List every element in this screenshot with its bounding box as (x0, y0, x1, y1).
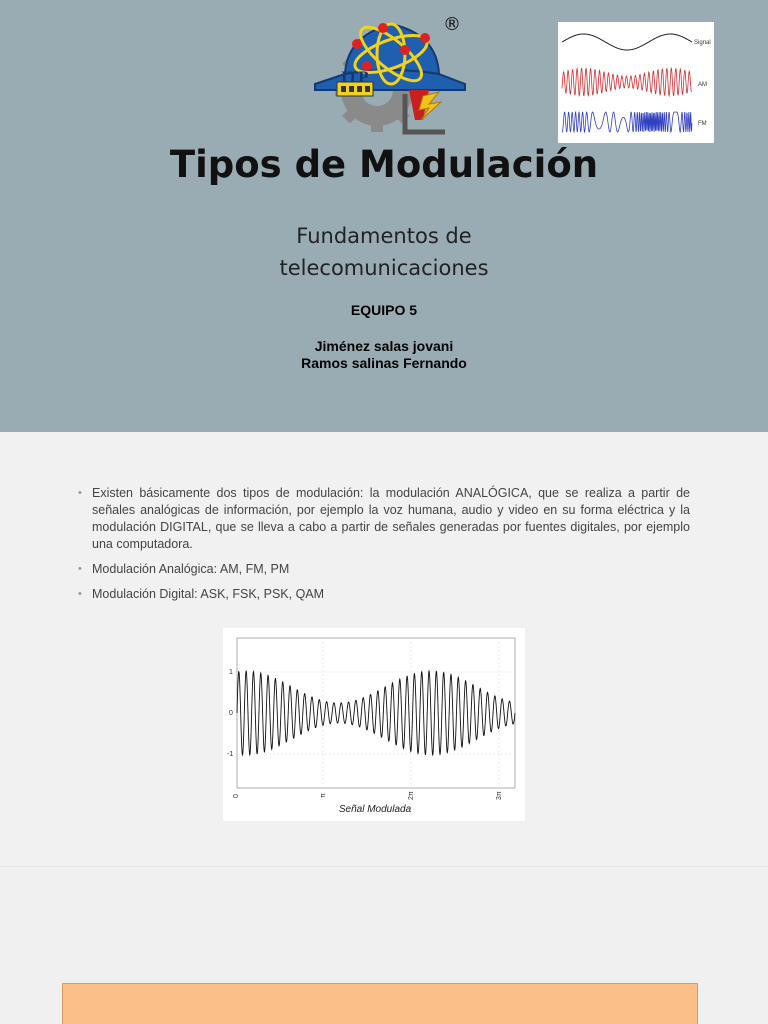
x-tick-label: 2π (408, 791, 415, 800)
bullet-text: Modulación Digital: ASK, FSK, PSK, QAM (92, 587, 325, 601)
subtitle-line: telecomunicaciones (279, 256, 489, 280)
itp-logo (305, 8, 470, 140)
svg-text:FM: FM (698, 121, 707, 127)
signal-waveform (562, 34, 692, 50)
slide-subtitle (234, 220, 534, 284)
modulated-signal-figure (223, 628, 525, 821)
x-tick-label: 3π (496, 791, 503, 800)
slide-title: Tipos de Modulación (169, 143, 599, 186)
member-name: Ramos salinas Fernando (301, 355, 467, 371)
subtitle-line: Fundamentos de (296, 224, 472, 248)
svg-text:Signal: Signal (694, 40, 711, 46)
bullet-icon: • (78, 487, 82, 499)
list-item (78, 485, 690, 553)
svg-text:ITP: ITP (341, 70, 369, 86)
y-tick-label: -1 (227, 751, 234, 758)
list-item (78, 586, 690, 603)
bullet-text: Existen básicamente dos tipos de modulación: la modulación ANALÓGICA, que se realiza a partir de señales analógicas de información, por ejemplo la voz humana, audio y video en su forma eléctrica y la modulación DIGITAL, que se lleva a cabo a partir de señales generadas por fuentes digitales, por ejemplo una computadora. (92, 486, 690, 551)
list-item (78, 561, 690, 578)
team-members (0, 338, 768, 372)
x-tick-label: 0 (233, 794, 240, 798)
team-label: EQUIPO 5 (350, 302, 418, 318)
x-tick-label: π (320, 793, 327, 798)
bullet-text: Modulación Analógica: AM, FM, PM (92, 562, 290, 576)
modulation-waveforms-image (558, 22, 714, 143)
fm-waveform (562, 112, 692, 132)
next-slide (0, 866, 768, 1024)
figure-caption: Señal Modulada (338, 804, 412, 815)
orange-content-box (62, 983, 698, 1024)
svg-text:®: ® (443, 14, 461, 35)
title-slide (0, 0, 768, 432)
y-tick-label: 1 (229, 669, 233, 676)
bullet-icon: • (78, 563, 82, 575)
bullet-list (78, 485, 690, 611)
am-waveform (562, 68, 692, 96)
y-tick-label: 0 (229, 710, 233, 717)
bullet-icon: • (78, 588, 82, 600)
content-slide (0, 432, 768, 866)
member-name: Jiménez salas jovani (314, 338, 454, 354)
svg-text:AM: AM (698, 82, 707, 88)
